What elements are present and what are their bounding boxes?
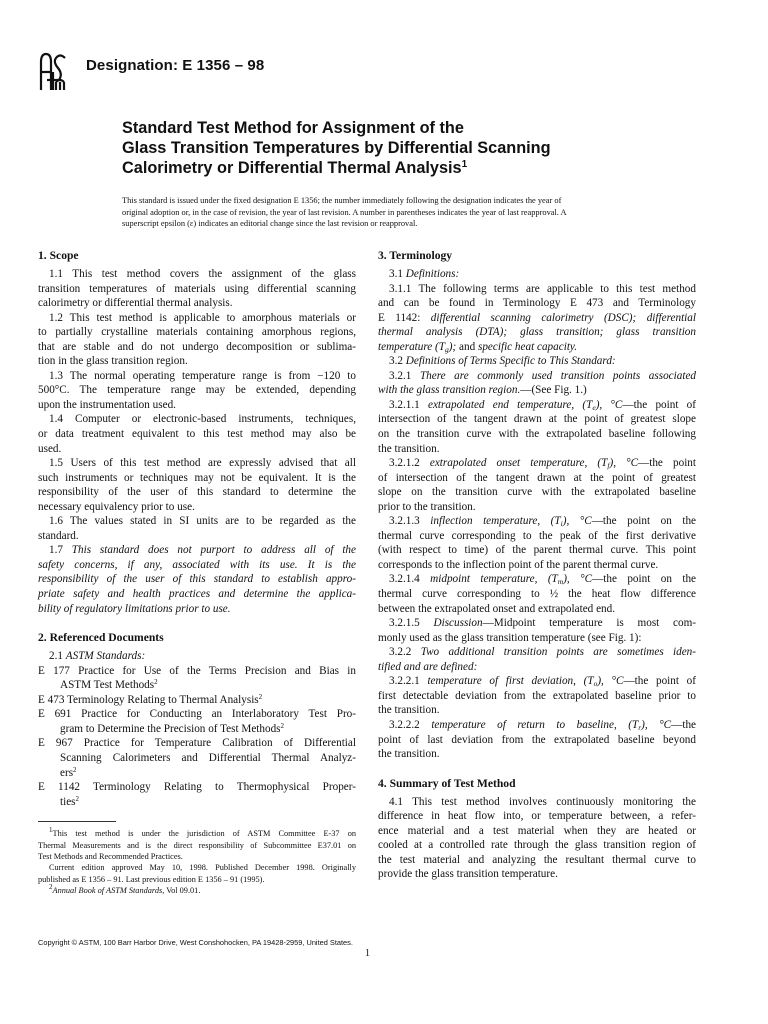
text-line: responsibility of the user of this standard to establish appro-: [38, 573, 356, 586]
reference-e473: E 473 Terminology Relating to Thermal Analysis$^2$: [38, 692, 263, 706]
text-line: 1.2 This test method is applicable to amorphous materials or: [49, 311, 356, 324]
footnote-line: published as E 1356 – 91. Last previous edition E 1356 – 91 (1995).: [38, 874, 265, 884]
text-line: safety concerns, if any, associated with its use. It is the: [38, 558, 356, 571]
page-number: 1: [365, 948, 370, 959]
text-line: first detectable deviation from the extrapolated baseline prior to: [378, 689, 696, 702]
footnote-line: Current edition approved May 10, 1998. Published December 1998. Originally: [49, 863, 356, 873]
footnote-line: Test Methods and Recommended Practices.: [38, 851, 183, 861]
text-line: 3.2.2 Two additional transition points are sometimes iden-: [389, 646, 697, 659]
text-line: on the transition curve with the extrapolated baseline following: [378, 428, 696, 441]
text-line: with the glass transition region.—(See Fig. 1.): [378, 384, 587, 397]
text-line: upon the instrumentation used.: [38, 398, 176, 411]
text-line: monly used as the glass transition temperature (see Fig. 1):: [378, 631, 642, 644]
text-line: thermal curve corresponding to the peak of the first derivative: [378, 529, 696, 542]
text-line: 1.1 This test method covers the assignment of the glass: [49, 268, 356, 280]
text-line: 1.6 The values stated in SI units are to be regarded as the: [49, 515, 356, 528]
text-line: ence material and a test material when they are heated or: [378, 824, 696, 837]
text-line: (with respect to time) of the parent thermal curve. This point: [378, 544, 696, 557]
text-line: priate safety and health practices and determine the applica-: [38, 588, 356, 601]
text-line: 1.4 Computer or electronic-based instruments, techniques,: [49, 413, 356, 426]
text-line: calorimetry or differential thermal analysis.: [38, 297, 233, 310]
text-line: that are stable and do not undergo decomposition or sublima-: [38, 340, 356, 353]
text-line: prior to the transition.: [378, 500, 476, 513]
text-line: Scanning Calorimeters and Differential Thermal Analyz-: [60, 751, 356, 764]
text-line: of intersection of the tangent drawn at the point of greatest: [378, 471, 696, 484]
text-line: 1.3 The normal operating temperature range is from −120 to: [49, 369, 356, 382]
text-line: and can be found in Terminology E 473 and Terminology: [378, 297, 696, 310]
text-line: corresponds to the inflection point of the parent thermal curve.: [378, 558, 659, 571]
text-line: 4.1 This test method involves continuously monitoring the: [389, 795, 696, 808]
left-column: [38, 248, 356, 896]
text-line: intersection of the tangent drawn at the point of greatest slope: [378, 413, 696, 426]
section-heading-referenced-documents: 2. Referenced Documents: [38, 631, 164, 645]
text-line: 3.2.1.5 Discussion—Midpoint temperature is most com-: [389, 617, 696, 630]
text-line: 2.1 ASTM Standards:: [49, 650, 146, 663]
section-heading-scope: 1. Scope: [38, 249, 79, 262]
text-line: temperature $(T_g)$; and specific heat capacity.: [378, 340, 578, 354]
text-line: 3.2.1 There are commonly used transition points associated: [389, 369, 697, 382]
notice-line: original adoption or, in the case of revision, the year of last revision. A number in parentheses indicates the year of last reapproval. A: [122, 207, 567, 217]
notice-line: superscript epsilon (ε) indicates an editorial change since the last revision or reapproval.: [122, 219, 418, 229]
text-line: bility of regulatory limitations prior to use.: [38, 602, 231, 615]
reference-e691: E 691 Practice for Conducting an Interlaboratory Test Pro-: [38, 708, 356, 721]
section-heading-summary: 4. Summary of Test Method: [378, 776, 516, 790]
text-line: 3.2.1.3 inflection temperature, $(T_i)$, °C—the point on the: [389, 515, 697, 529]
text-line: 3.1.1 The following terms are applicable to this test method: [389, 282, 696, 295]
text-line: used.: [38, 442, 62, 455]
text-line: thermal analysis (DTA); glass transition; glass transition: [378, 326, 696, 339]
text-line: the transition.: [378, 704, 440, 717]
text-line: 3.2.1.1 extrapolated end temperature, $(T_e)$, °C—the point of: [389, 398, 696, 412]
text-line: ASTM Test Methods$^2$: [60, 678, 158, 692]
right-column: [378, 248, 696, 882]
text-line: such instruments or techniques may not be equivalent. It is the: [38, 471, 356, 484]
text-line: the transition.: [378, 442, 440, 455]
text-line: responsibility of the user of this standard to determine the: [38, 486, 356, 499]
footnote-line: $^2$Annual Book of ASTM Standards, Vol 09.01.: [49, 883, 201, 896]
text-line: tion in the glass transition region.: [38, 355, 188, 368]
text-line: gram to Determine the Precision of Test Methods$^2$: [60, 721, 285, 735]
designation: Designation: E 1356 – 98: [86, 57, 265, 74]
copyright-notice: Copyright © ASTM, 100 Barr Harbor Drive, West Conshohocken, PA 19428-2959, United States.: [38, 938, 353, 947]
reference-e967: E 967 Practice for Temperature Calibration of Differential: [38, 737, 356, 750]
reference-e1142: E 1142 Terminology Relating to Thermophysical Proper-: [38, 781, 356, 794]
reference-e177: E 177 Practice for Use of the Terms Precision and Bias in: [38, 664, 356, 677]
standard-notice: [122, 195, 642, 230]
text-line: 3.2.2.2 temperature of return to baseline, $(T_r)$, °C—the: [389, 718, 697, 732]
text-line: thermal curve corresponding to ½ the heat flow difference: [378, 588, 696, 601]
footnote-line: $^1$This test method is under the jurisdiction of ASTM Committee E-37 on: [49, 826, 356, 839]
text-line: the transition.: [378, 748, 440, 761]
text-line: 1.7 This standard does not purport to address all of the: [49, 544, 356, 557]
section-heading-terminology: 3. Terminology: [378, 249, 453, 262]
text-line: 1.5 Users of this test method are expressly advised that all: [49, 457, 356, 470]
title-line: Standard Test Method for Assignment of the: [122, 119, 464, 137]
text-line: transition temperatures of materials using differential scanning: [38, 282, 356, 295]
text-line: tified and are defined:: [378, 660, 478, 673]
title-footnote-mark: 1: [461, 159, 468, 170]
text-line: point of last deviation from the extrapolated baseline beyond: [378, 733, 696, 746]
text-line: 3.2 Definitions of Terms Specific to This Standard:: [389, 355, 616, 368]
text-line: cooled at a controlled rate through the glass transition region of: [378, 839, 696, 852]
text-line: 3.1 Definitions:: [389, 268, 460, 280]
text-line: provide the glass transition temperature.: [378, 868, 558, 881]
text-line: necessary equivalency prior to use.: [38, 500, 195, 513]
text-line: 3.2.1.2 extrapolated onset temperature, $(T_f)$, °C—the point: [389, 457, 697, 471]
text-line: to partially crystalline materials containing amorphous regions,: [38, 326, 356, 339]
text-line: between the extrapolated onset and extrapolated end.: [378, 602, 616, 615]
document-title: [122, 118, 642, 178]
text-line: ers$^2$: [60, 765, 77, 779]
text-line: 3.2.1.4 midpoint temperature, $(T_m)$, °C—the point on the: [389, 573, 696, 587]
text-line: standard.: [38, 529, 79, 542]
text-line: difference in heat flow into, or temperature between, a refer-: [378, 810, 696, 823]
footnote-divider: [38, 821, 116, 822]
text-line: ties$^2$: [60, 794, 80, 808]
text-line: or data treatment equivalent to this test method may also be: [38, 428, 356, 441]
astm-logo: [38, 52, 68, 92]
footnote-line: Thermal Measurements and is the direct responsibility of Subcommittee E37.01 on: [38, 840, 356, 850]
text-line: 3.2.2.1 temperature of first deviation, $(T_o)$, °C—the point of: [389, 675, 696, 689]
text-line: the test material and analyzing the resultant thermal curve to: [378, 853, 696, 866]
text-line: 500°C. The temperature range may be extended, depending: [38, 384, 356, 397]
notice-line: This standard is issued under the fixed designation E 1356; the number immediately following the designation indicates the year of: [122, 196, 562, 205]
title-line: Glass Transition Temperatures by Differential Scanning: [122, 139, 551, 157]
title-line: Calorimetry or Differential Thermal Analysis$^1$: [122, 159, 468, 177]
text-line: slope on the transition curve with the extrapolated baseline: [378, 486, 696, 499]
text-line: E 1142: differential scanning calorimetry (DSC); differential: [378, 311, 696, 324]
